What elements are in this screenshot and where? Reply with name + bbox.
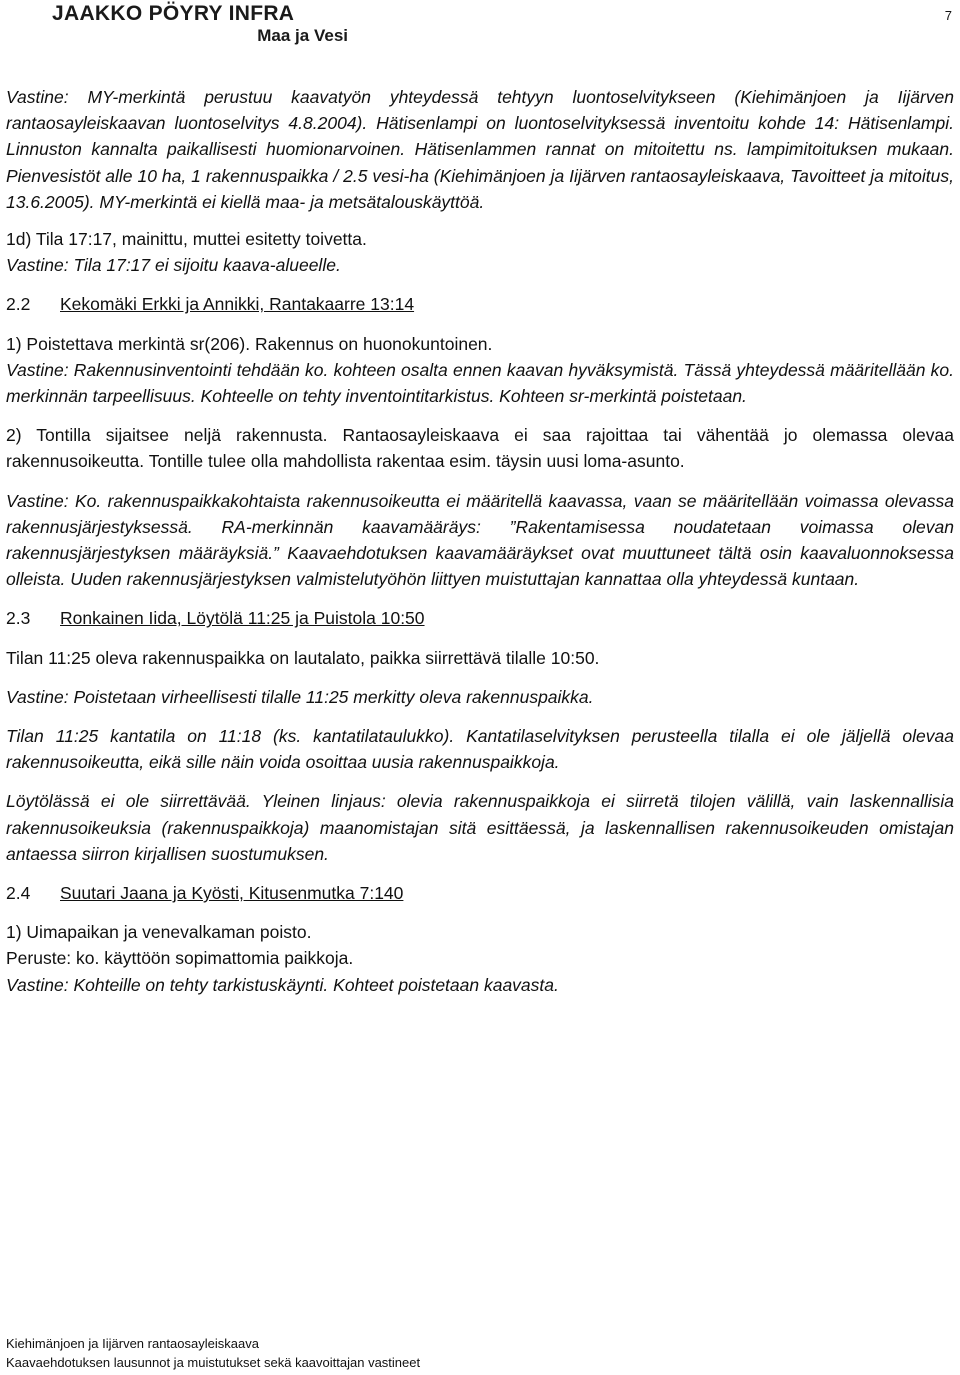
footer-plan-name: Kiehimänjoen ja Iijärven rantaosayleiskaava (6, 1336, 259, 1351)
response-paragraph-my-marking: Vastine: MY-merkintä perustuu kaavatyön yhteydessä tehtyyn luontoselvitykseen (Kiehimänjoen ja Iijärven rantaosayleiskaavan luontoselvitys 4.8.2004). Hätisenlampi on luontoselvityksessä inventoitu kohde 14: Hätisenlampi. Linnuston kannalta paikallisesti huomionarvoinen. Hätisenlammen rannat on mitoitettu ns. lampimitoituksen mukaan. Pienvesistöt alle 10 ha, 1 rakennuspaikka / 2.5 vesi-ha (Kiehimänjoen ja Iijärven rantaosayleiskaava, Tavoitteet ja mitoitus, 13.6.2005). MY-merkintä ei kiellä maa- ja metsätalouskäyttöä. (6, 87, 954, 212)
logo-company-name: JAAKKO PÖYRY INFRA (52, 2, 295, 25)
section-title: Suutari Jaana ja Kyösti, Kitusenmutka 7:140 (60, 883, 404, 904)
document-body (6, 84, 954, 998)
item-2-3-1: Tilan 11:25 oleva rakennuspaikka on lautalato, paikka siirrettävä tilalle 10:50. (6, 647, 600, 668)
section-title: Ronkainen Iida, Löytölä 11:25 ja Puistola 10:50 (60, 608, 425, 629)
section-number: 2.4 (6, 883, 31, 904)
item-2-2-1: 1) Poistettava merkintä sr(206). Rakennus on huonokuntoinen. (6, 333, 493, 354)
item-1d: 1d) Tila 17:17, mainittu, muttei esitetty toivetta. (6, 229, 367, 250)
item-2-2-2: 2) Tontilla sijaitsee neljä rakennusta. Rantaosayleiskaava ei saa rajoittaa tai vähentää jo olemassa olevaa rakennusoikeutta. Tontille tulee olla mahdollista rakentaa esim. täysin uusi loma-asunto. (6, 425, 954, 472)
page-number: 7 (944, 8, 952, 23)
response-item-2-2-1: Vastine: Rakennusinventointi tehdään ko. kohteen osalta ennen kaavan hyväksymistä. Tässä yhteydessä määritellään ko. merkinnän tarpeellisuus. Kohteelle on tehty inventointitarkistus. Kohteen sr-merkintä poistetaan. (6, 359, 954, 407)
section-number: 2.2 (6, 294, 31, 315)
response-item-2-3-2: Tilan 11:25 kantatila on 11:18 (ks. kantatilataulukko). Kantatilaselvityksen perusteella tilalla ei ole jäljellä olevaa rakennusoikeutta, eikä sille näin voida osoittaa uusia rakennuspaikkoja. (6, 726, 954, 773)
item-2-4-1: 1) Uimapaikan ja venevalkaman poisto. (6, 922, 312, 943)
company-logo (52, 2, 352, 48)
section-number: 2.3 (6, 608, 31, 629)
response-item-2-2-2: Vastine: Ko. rakennuspaikkakohtaista rakennusoikeutta ei määritellä kaavassa, vaan se määritellään voimassa olevassa rakennusjärjestyksessä. RA-merkinnän kaavamääräys: ”Rakentamisessa noudatetaan voimassa olevan rakennusjärjestyksen määräyksiä.” Kaavaehdotuksen kaavamääräykset ovat muuttuneet tältä osin kaavaluonnoksessa olleista. Uuden rakennusjärjestyksen valmistelutyöhön liittyen muistuttajan kannattaa olla yhteydessä kuntaan. (6, 490, 954, 590)
response-item-2-3-3: Löytölässä ei ole siirrettävää. Yleinen linjaus: olevia rakennuspaikkoja ei siirretä tilojen välillä, vain laskennallisia rakennusoikeuksia (rakennuspaikkoja) maanomistajan sitä esittäessä, ja laskennallisen rakennusoikeuden omistajan antaessa siirron kirjallisen suostumuksen. (6, 791, 954, 864)
section-heading-2-4 (6, 880, 954, 906)
response-item-2-3-1: Vastine: Poistetaan virheellisesti tilalle 11:25 merkitty oleva rakennuspaikka. (6, 686, 594, 707)
section-heading-2-3 (6, 605, 954, 631)
logo-division-name: Maa ja Vesi (257, 26, 348, 45)
section-heading-2-2 (6, 291, 954, 317)
page-footer (6, 1334, 420, 1372)
footer-document-name: Kaavaehdotuksen lausunnot ja muistutukset sekä kaavoittajan vastineet (6, 1355, 421, 1370)
response-item-1d: Vastine: Tila 17:17 ei sijoitu kaava-alueelle. (6, 255, 341, 276)
section-title: Kekomäki Erkki ja Annikki, Rantakaarre 13:14 (60, 294, 415, 315)
response-item-2-4-1: Vastine: Kohteille on tehty tarkistuskäynti. Kohteet poistetaan kaavasta. (6, 974, 559, 995)
reason-item-2-4-1: Peruste: ko. käyttöön sopimattomia paikkoja. (6, 948, 354, 969)
